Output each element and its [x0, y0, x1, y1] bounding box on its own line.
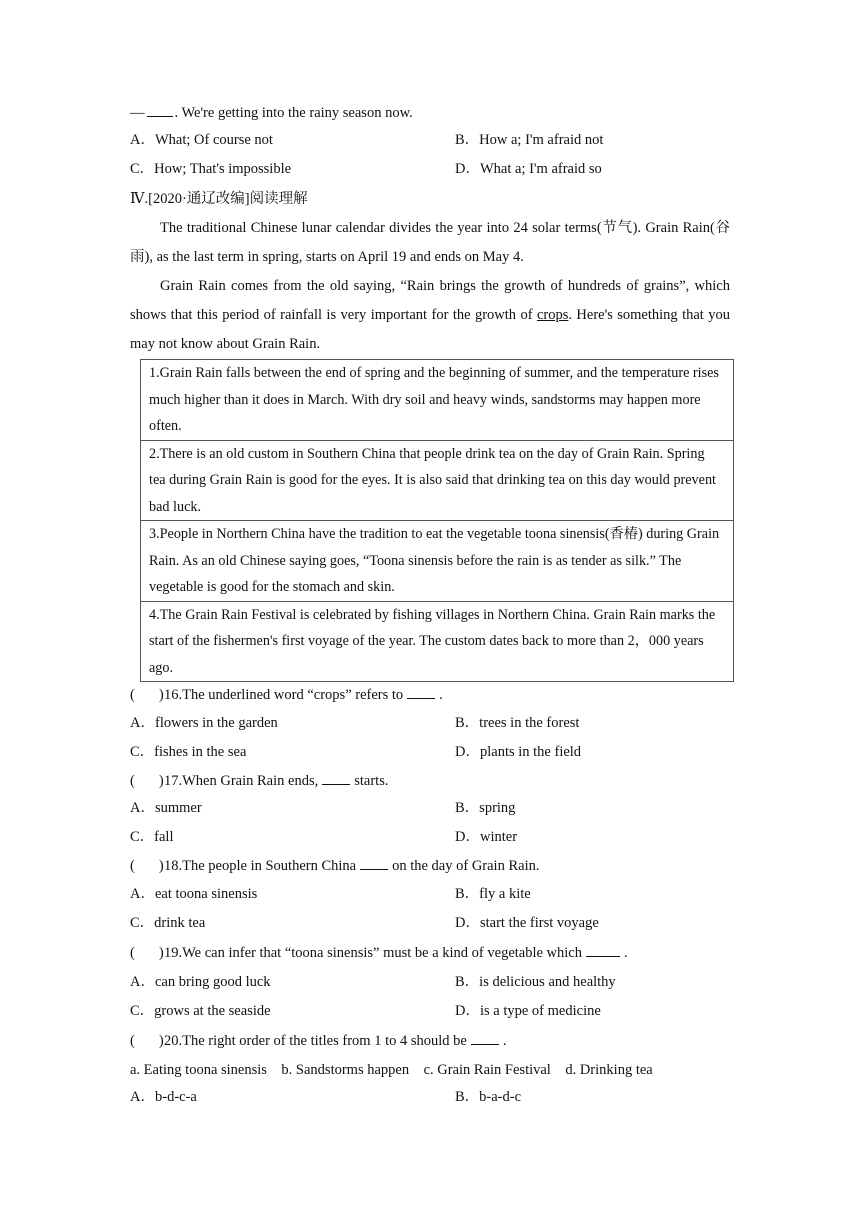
answer-blank: [147, 104, 173, 117]
q17-option-b: B．spring: [455, 800, 516, 816]
q17-option-a: A．summer: [130, 800, 202, 816]
question-20-stem: ( )20.The right order of the titles from 1 to 4 should be .: [130, 1033, 507, 1049]
q18-option-b: B．fly a kite: [455, 886, 531, 902]
q18-option-a: A．eat toona sinensis: [130, 886, 258, 902]
info-table: [140, 359, 734, 682]
option-a: A．What; Of course not: [130, 132, 273, 148]
q20-titles: a. Eating toona sinensis b. Sandstorms happen c. Grain Rain Festival d. Drinking tea: [130, 1062, 653, 1078]
q17-option-c: C．fall: [130, 829, 174, 845]
q19-option-c: C．grows at the seaside: [130, 1003, 271, 1019]
table-cell-4: 4.The Grain Rain Festival is celebrated by fishing villages in Northern China. Grain Rain marks the start of the fishermen's first voyage of the year. The custom dates back to more than 2，000 years ago.: [141, 601, 733, 682]
underlined-word: crops: [536, 307, 569, 323]
section-heading: Ⅳ.[2020·通辽改编]阅读理解: [130, 191, 308, 207]
q19-option-a: A．can bring good luck: [130, 974, 271, 990]
question-19-stem: ( )19.We can infer that “toona sinensis” must be a kind of vegetable which .: [130, 945, 628, 961]
q16-option-c: C．fishes in the sea: [130, 744, 247, 760]
question-18-stem: ( )18.The people in Southern China on the day of Grain Rain.: [130, 858, 540, 874]
q17-option-d: D．winter: [455, 829, 518, 845]
stem-text: . We're getting into the rainy season now.: [174, 105, 413, 121]
option-b: B．How a; I'm afraid not: [455, 132, 604, 148]
q20-option-b: B．b-a-d-c: [455, 1089, 522, 1105]
passage-paragraph-1: The traditional Chinese lunar calendar divides the year into 24 solar terms(节气). Grain Rain(谷雨), as the last term in spring, starts on April 19 and ends on May 4.: [130, 220, 730, 265]
q19-option-d: D．is a type of medicine: [455, 1003, 601, 1019]
option-d: D．What a; I'm afraid so: [455, 161, 602, 177]
table-cell-3: 3.People in Northern China have the tradition to eat the vegetable toona sinensis(香椿) during Grain Rain. As an old Chinese saying goes, “Toona sinensis before the rain is as tender as silk.” The vegetable is good for the stomach and skin.: [141, 520, 733, 601]
dash: —: [130, 105, 145, 121]
q20-option-a: A．b-d-c-a: [130, 1089, 197, 1105]
q16-option-a: A．flowers in the garden: [130, 715, 278, 731]
q16-option-b: B．trees in the forest: [455, 715, 580, 731]
question-17-stem: ( )17.When Grain Rain ends, starts.: [130, 773, 389, 789]
question-stem-top: [130, 104, 413, 122]
q18-option-d: D．start the first voyage: [455, 915, 599, 931]
q16-option-d: D．plants in the field: [455, 744, 582, 760]
table-cell-2: 2.There is an old custom in Southern China that people drink tea on the day of Grain Rain. Spring tea during Grain Rain is good for the eyes. It is also said that drinking tea on this day would prevent bad luck.: [141, 440, 733, 521]
q19-option-b: B．is delicious and healthy: [455, 974, 616, 990]
question-16-stem: ( )16.The underlined word “crops” refers to .: [130, 687, 443, 703]
q18-option-c: C．drink tea: [130, 915, 206, 931]
table-cell-1: 1.Grain Rain falls between the end of spring and the beginning of summer, and the temperature rises much higher than it does in March. With dry soil and heavy winds, sandstorms may happen more often.: [149, 365, 719, 434]
option-c: C．How; That's impossible: [130, 161, 292, 177]
passage-paragraph-2: Grain Rain comes from the old saying, “Rain brings the growth of hundreds of grains”, which shows that this period of rainfall is very important for the growth of crops. Here's something that you may not know about Grain Rain.: [130, 278, 730, 352]
